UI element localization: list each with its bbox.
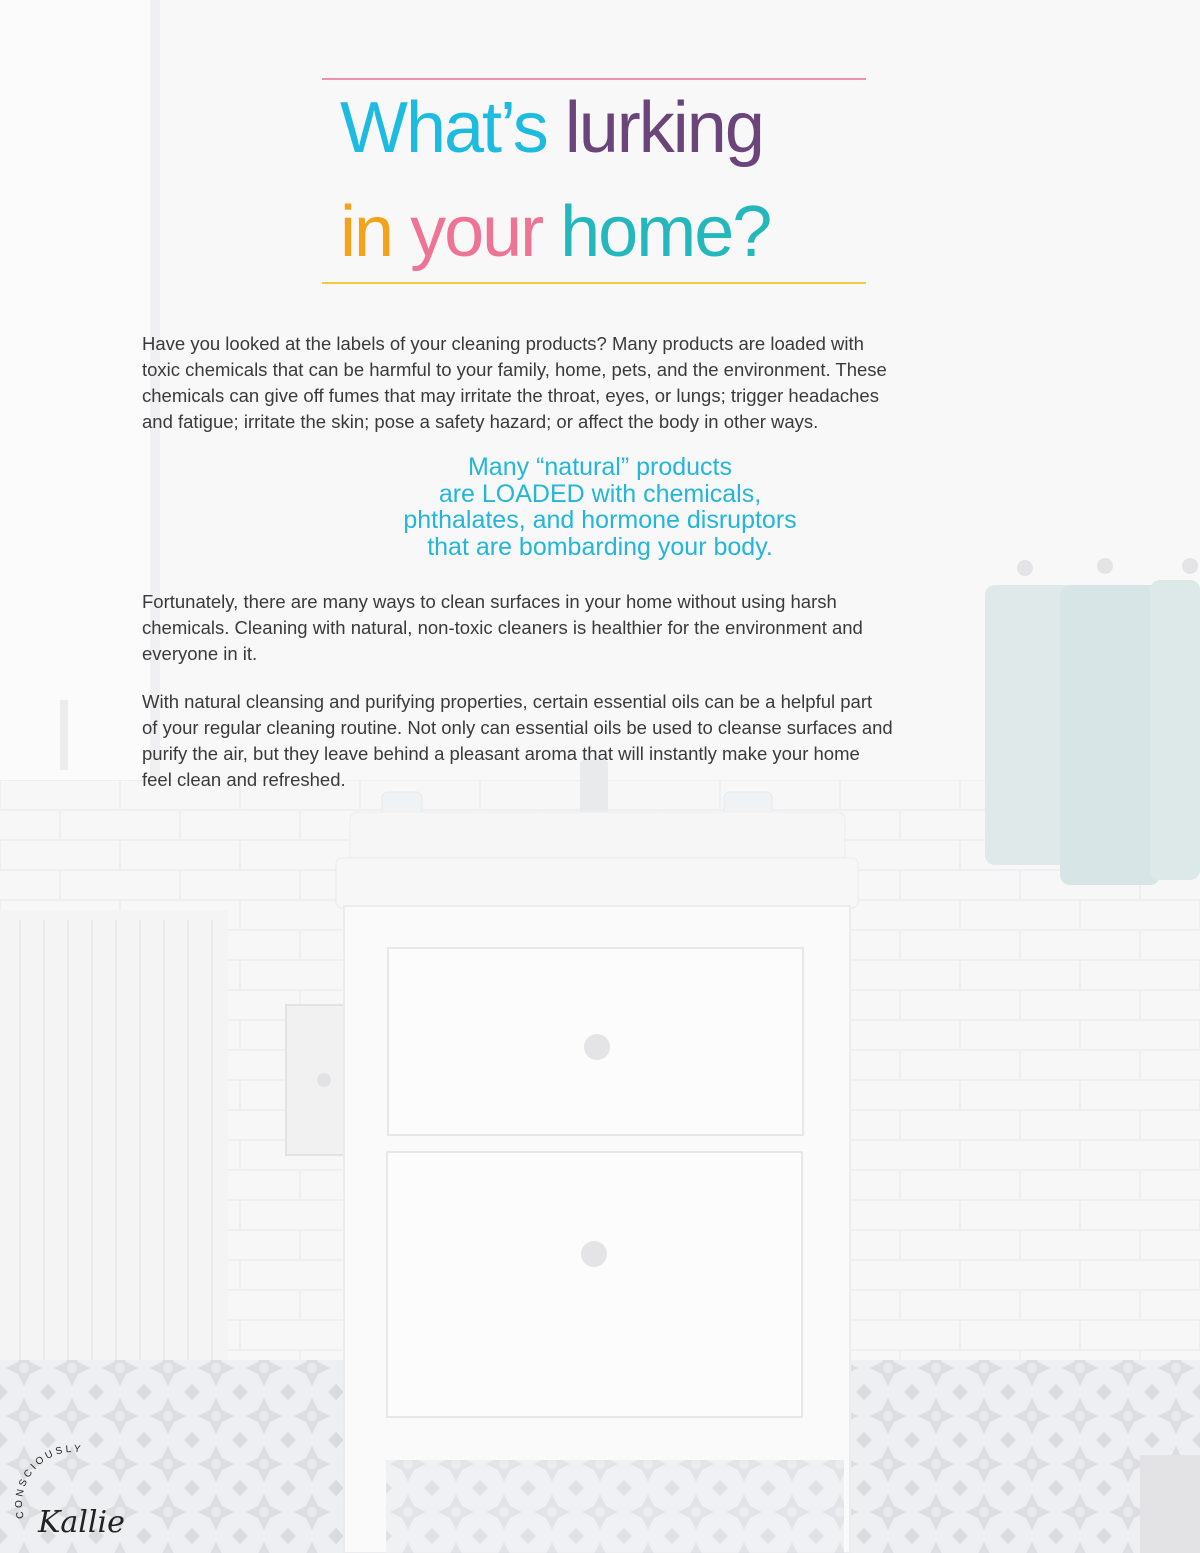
title-line-2 — [340, 192, 900, 272]
callout-quote: Many “natural” products are LOADED with chemicals, phthalates, and hormone disruptors that are bombarding your body. — [403, 453, 797, 561]
title-word-home: home? — [560, 192, 771, 272]
title-top-rule — [322, 78, 866, 80]
title-word-whats: What’s — [340, 88, 547, 168]
title-word-in: in — [340, 192, 393, 272]
title-word-lurking: lurking — [564, 88, 763, 168]
fortunately-paragraph: Fortunately, there are many ways to clean surfaces in your home without using harsh chemicals. Cleaning with natural, non-toxic cleaners is healthier for the environment and everyone in it. — [142, 591, 863, 664]
intro-paragraph: Have you looked at the labels of your cleaning products? Many products are loaded with toxic chemicals that can be harmful to your family, home, pets, and the environment. These chemicals can give off fumes that may irritate the throat, eyes, or lungs; trigger headaches and fatigue; irritate the skin; pose a safety hazard; or affect the body in other ways. — [142, 333, 887, 432]
title-bottom-rule — [322, 282, 866, 284]
consciously-kallie-logo — [10, 1440, 130, 1540]
logo-script-text: Kallie — [38, 1505, 125, 1540]
title-word-your: your — [410, 192, 543, 272]
logo-top-text: CONSCIOUSLY — [13, 1443, 84, 1520]
essential-oils-paragraph: With natural cleansing and purifying properties, certain essential oils can be a helpful part of your regular cleaning routine. Not only can essential oils be used to cleanse surfaces and purify the air, but they leave behind a pleasant aroma that will instantly make your home feel clean and refreshed. — [142, 691, 893, 790]
title-line-1 — [340, 88, 900, 168]
